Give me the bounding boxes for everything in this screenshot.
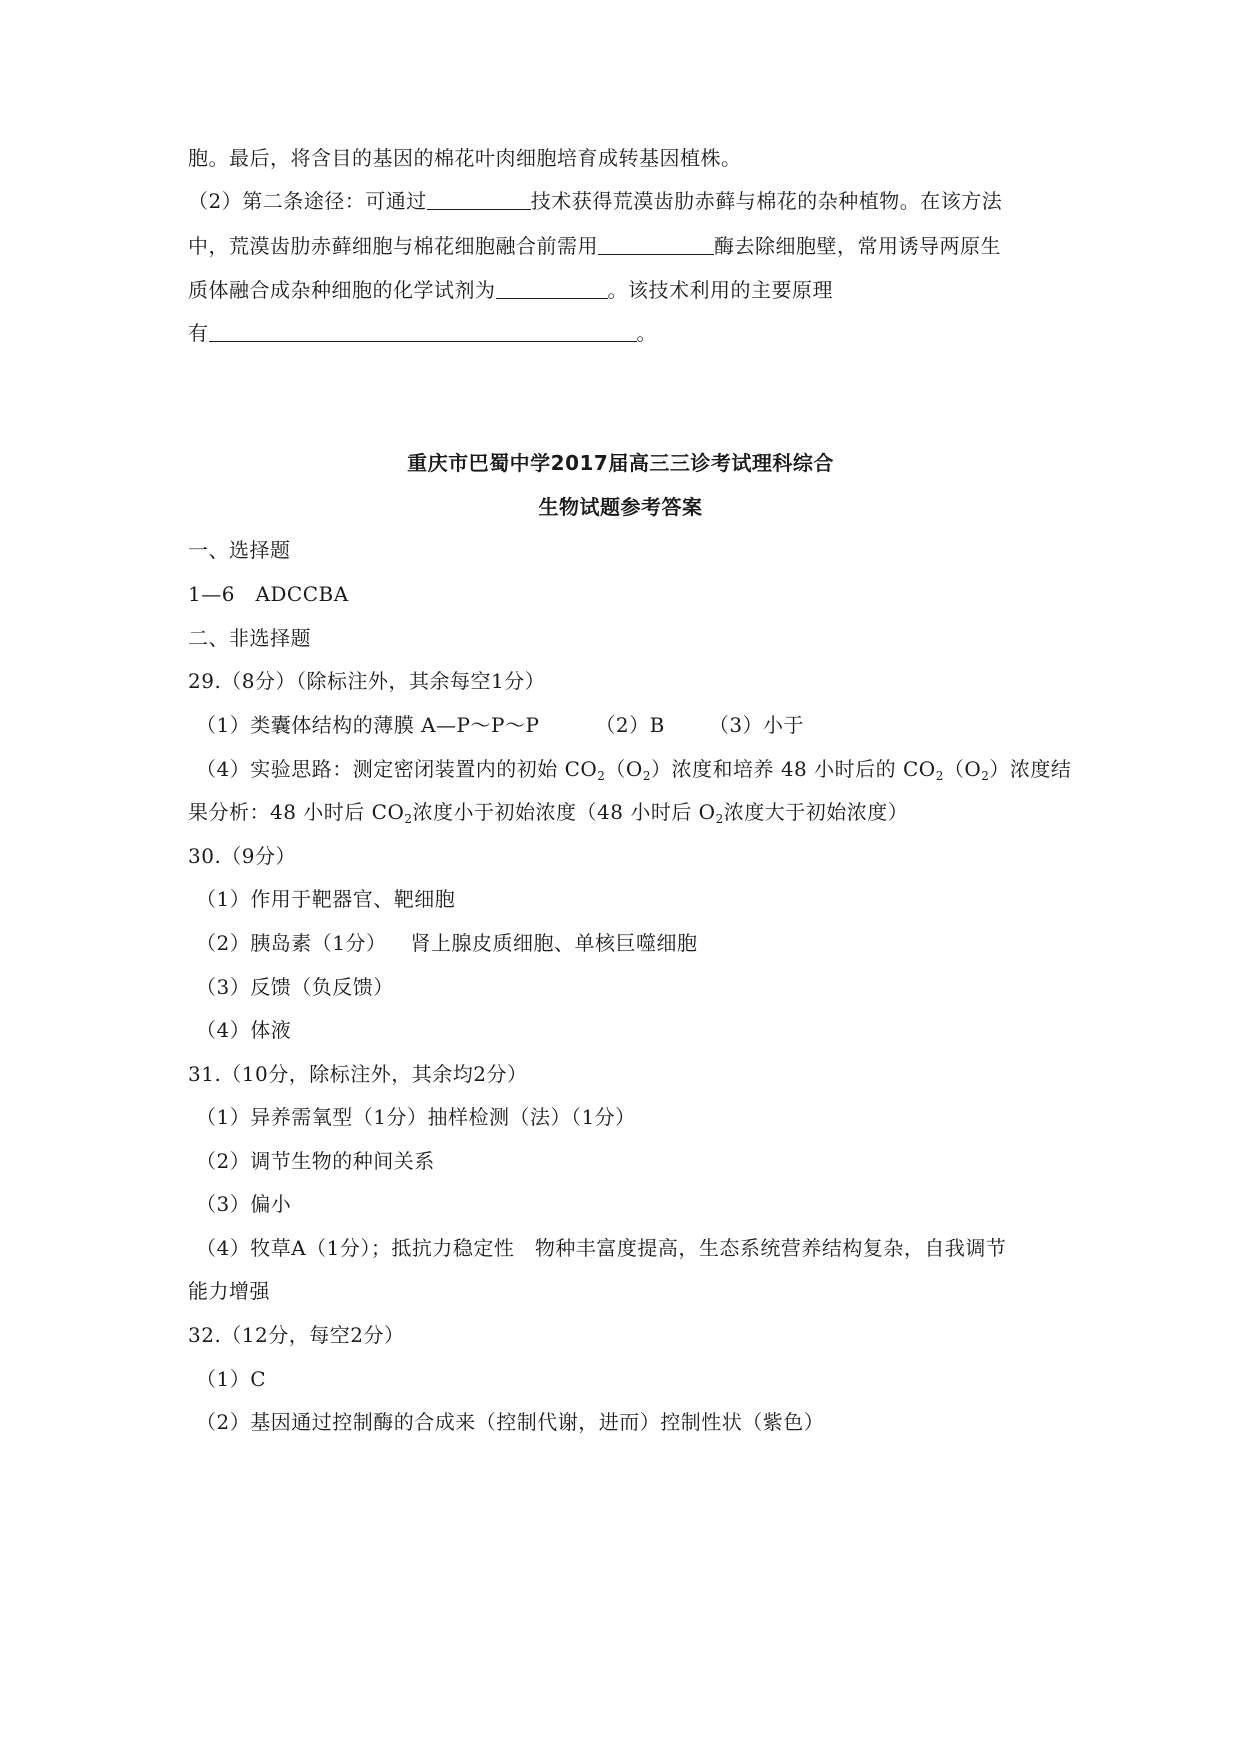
answer-line: （1）异养需氧型（1分）抽样检测（法）（1分）: [196, 1105, 636, 1129]
question-heading: 30.（9分）: [188, 844, 297, 868]
answer-line: （2）基因通过控制酶的合成来（控制代谢，进而）控制性状（紫色）: [196, 1410, 825, 1434]
question-heading: 32.（12分，每空2分）: [188, 1323, 405, 1347]
answer-line: （1）C: [196, 1367, 267, 1391]
page-subtitle: 生物试题参考答案: [538, 495, 703, 519]
question-heading: 31.（10分，除标注外，其余均2分）: [188, 1062, 528, 1086]
question-text-line: 有 。: [188, 321, 657, 345]
answer-line: （4）牧草A（1分）；抵抗力稳定性 物种丰富度提高，生态系统营养结构复杂，自我调节: [196, 1236, 1007, 1260]
answer-line: （1）作用于靶器官、靶细胞: [196, 887, 456, 911]
answer-line: （1）类囊体结构的薄膜 A—P～P～P （2）B （3）小于: [196, 713, 805, 737]
question-heading: 29.（8分）（除标注外，其余每空1分）: [188, 669, 546, 693]
question-text-line: 中，荒漠齿肋赤藓细胞与棉花细胞融合前需用 酶去除细胞壁，常用诱导两原生: [188, 234, 1001, 258]
answer-line: 1—6 ADCCBA: [188, 582, 349, 606]
answer-line: 果分析：48 小时后 $CO_2$浓度小于初始浓度（48 小时后 $O_2$浓度大于初始浓度）: [188, 800, 909, 826]
answer-line: （2）胰岛素（1分） 肾上腺皮质细胞、单核巨噬细胞: [196, 931, 698, 955]
answer-line: （4）体液: [196, 1018, 292, 1042]
answer-blank[interactable]: [427, 189, 531, 210]
answer-line: （3）偏小: [196, 1192, 292, 1216]
answer-blank[interactable]: [598, 234, 714, 255]
answer-line: （4）实验思路：测定密闭装置内的初始 $CO_2(O_2)$浓度和培养 48 小时后的 $CO_2(O_2)$浓度结: [196, 757, 1072, 783]
section-heading: 二、非选择题: [188, 626, 311, 650]
answer-blank[interactable]: [209, 321, 637, 342]
answer-line: （3）反馈（负反馈）: [196, 975, 394, 999]
answer-blank[interactable]: [496, 278, 608, 299]
question-text-line: 质体融合成杂种细胞的化学试剂为 。该技术利用的主要原理: [188, 278, 833, 302]
page-title: 重庆市巴蜀中学2017届高三三诊考试理科综合: [407, 451, 834, 475]
answer-line: （2）调节生物的种间关系: [196, 1149, 435, 1173]
answer-line: 能力增强: [188, 1279, 270, 1303]
question-text-line: 胞。最后，将含目的基因的棉花叶肉细胞培育成转基因植株。: [188, 146, 742, 170]
question-text-line: （2）第二条途径：可通过 技术获得荒漠齿肋赤藓与棉花的杂种植物。在该方法: [188, 189, 1003, 213]
section-heading: 一、选择题: [188, 538, 291, 562]
